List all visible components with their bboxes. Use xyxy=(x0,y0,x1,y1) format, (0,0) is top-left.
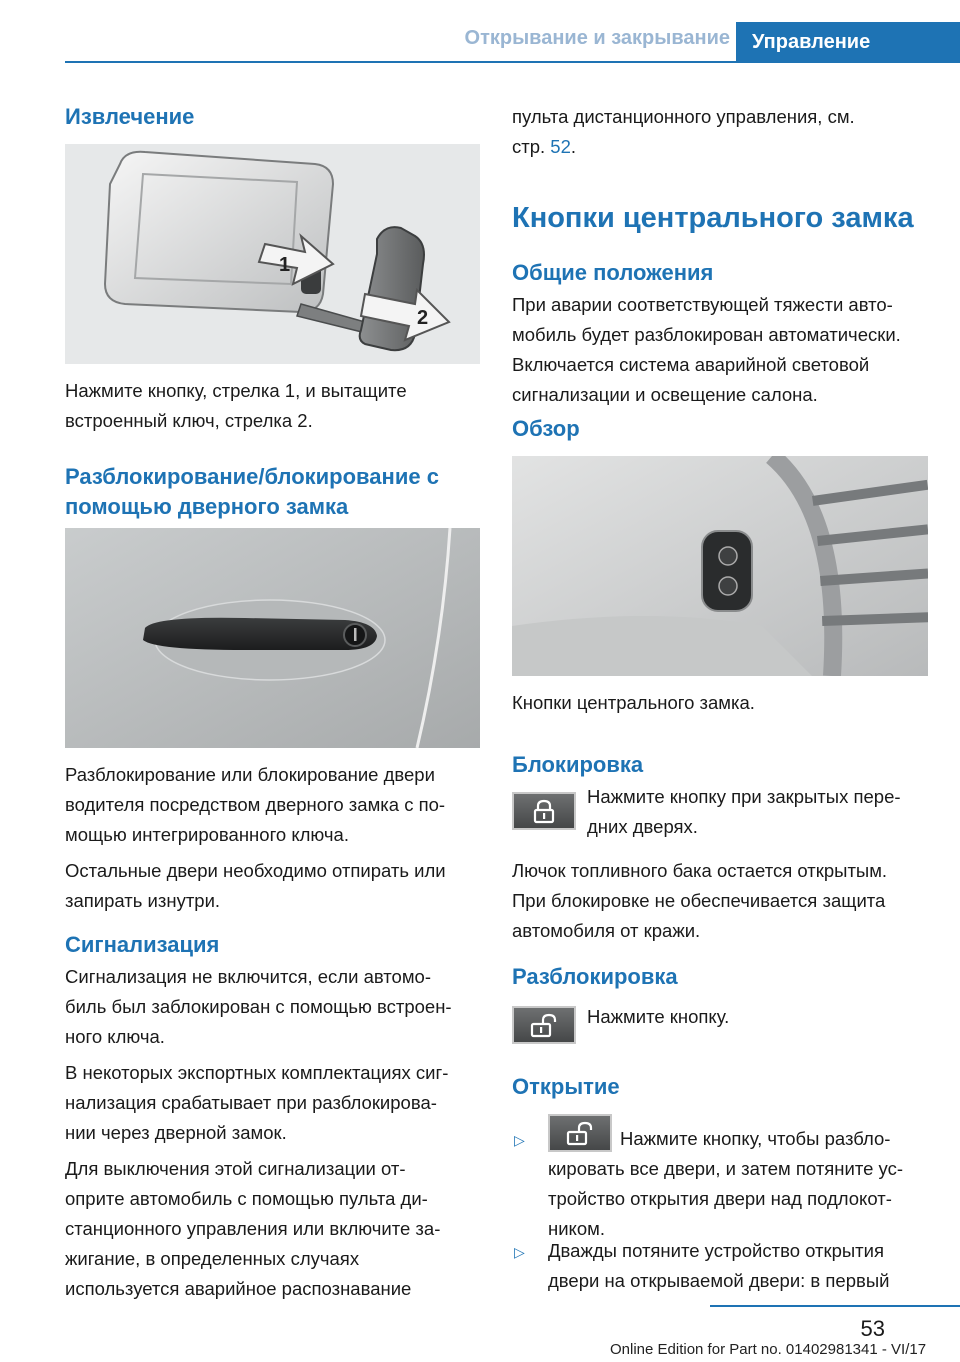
paragraph-general-line2: мобиль будет разблокирован автоматически. xyxy=(512,324,901,345)
paragraph-alarm2-line2: нализация срабатывает при разблокирова- xyxy=(65,1092,437,1113)
paragraph-alarm3-line2: оприте автомобиль с помощью пульта ди- xyxy=(65,1188,428,1209)
bullet-1-line1: Нажмите кнопку, чтобы разбло- xyxy=(620,1128,891,1149)
padlock-open-icon xyxy=(529,1012,559,1038)
page-number: 53 xyxy=(860,1316,885,1341)
heading-general: Общие положения xyxy=(512,260,714,285)
heading-locking: Блокировка xyxy=(512,752,644,777)
padlock-open-icon xyxy=(565,1120,595,1146)
heading-opening: Открытие xyxy=(512,1074,620,1099)
paragraph-theft-line2: автомобиля от кражи. xyxy=(512,920,701,941)
lock-button-icon xyxy=(719,547,737,565)
paragraph-alarm3-line3: станционного управления или включите за- xyxy=(65,1218,441,1239)
figure-central-lock-buttons xyxy=(512,456,928,676)
paragraph-alarm3-line5: используется аварийное распознавание xyxy=(65,1278,412,1299)
paragraph-unlock-line1: Разблокирование или блокирование двери xyxy=(65,764,435,785)
paragraph-other-doors-line1: Остальные двери необходимо отпирать или xyxy=(65,860,446,881)
heading-remove: Извлечение xyxy=(65,104,195,129)
bullet-1-line4: ником. xyxy=(548,1218,605,1239)
figure-key-removal xyxy=(65,144,480,364)
key-illustration xyxy=(65,144,480,364)
running-section-title: Открывание и закрывание xyxy=(464,27,730,49)
bullet-1-line2: кировать все двери, и затем потяните ус- xyxy=(548,1158,904,1179)
heading-door-lock-line2: помощью дверного замка xyxy=(65,494,349,519)
paragraph-alarm3-line4: жигание, в определенных случаях xyxy=(65,1248,360,1269)
footer-edition: Online Edition for Part no. 01402981341 - VI/17 xyxy=(610,1341,927,1358)
padlock-closed-icon xyxy=(530,798,558,824)
heading-unlocking: Разблокировка xyxy=(512,964,678,989)
arrow-1-label: 1 xyxy=(279,254,291,276)
figure-caption: Кнопки центрального замка. xyxy=(512,692,755,713)
bullet-2-line2: двери на открываемой двери: в первый xyxy=(548,1270,890,1291)
paragraph-fuel-flap: Лючок топливного бака остается открытым. xyxy=(512,860,888,881)
paragraph-alarm1-line2: биль был заблокирован с помощью встроен- xyxy=(65,996,452,1017)
paragraph-alarm1-line1: Сигнализация не включится, если автомо- xyxy=(65,966,431,987)
paragraph-unlocking: Нажмите кнопку. xyxy=(587,1006,730,1027)
page-reference-link[interactable]: 52 xyxy=(550,136,571,157)
bullet-1-line3: тройство открытия двери над подлокот- xyxy=(548,1188,892,1209)
paragraph-other-doors-line2: запирать изнутри. xyxy=(65,890,221,911)
dashboard-illustration xyxy=(512,456,928,676)
paragraph-alarm1-line3: ного ключа. xyxy=(65,1026,165,1047)
see-page-label: стр. xyxy=(512,136,551,157)
unlock-button-icon xyxy=(719,577,737,595)
paragraph-remove-line2: встроенный ключ, стрелка 2. xyxy=(65,410,313,431)
door-handle-illustration xyxy=(65,528,480,748)
footer-rule xyxy=(710,1305,960,1307)
arrow-2-label: 2 xyxy=(417,307,429,329)
paragraph-continued-line1: пульта дистанционного управления, см. xyxy=(512,106,855,127)
bullet-2-line1: Дважды потяните устройство открытия xyxy=(548,1240,884,1261)
paragraph-lock-line1: Нажмите кнопку при закрытых пере- xyxy=(587,786,901,807)
heading-door-lock-line1: Разблокирование/блокирование с xyxy=(65,464,439,489)
paragraph-unlock-line3: мощью интегрированного ключа. xyxy=(65,824,349,845)
bullet-2-icon: ▷ xyxy=(514,1244,525,1260)
lock-button-image xyxy=(512,792,576,830)
unlock-button-image-inline xyxy=(548,1114,612,1152)
paragraph-theft-line1: При блокировке не обеспечивается защита xyxy=(512,890,886,911)
paragraph-alarm2-line3: нии через дверной замок. xyxy=(65,1122,287,1143)
heading-alarm: Сигнализация xyxy=(65,932,220,957)
header-rule xyxy=(65,61,960,63)
heading-central-locking: Кнопки центрального замка xyxy=(512,202,914,234)
paragraph-remove-line1: Нажмите кнопку, стрелка 1, и вытащите xyxy=(65,380,407,401)
heading-overview: Обзор xyxy=(512,416,580,441)
unlock-button-image xyxy=(512,1006,576,1044)
paragraph-general-line4: сигнализации и освещение салона. xyxy=(512,384,818,405)
paragraph-alarm3-line1: Для выключения этой сигнализации от- xyxy=(65,1158,406,1179)
paragraph-alarm2-line1: В некоторых экспортных комплектациях сиг- xyxy=(65,1062,449,1083)
paragraph-continued-line2: стр. 52. xyxy=(512,136,577,157)
bullet-1-icon: ▷ xyxy=(514,1132,525,1148)
figure-door-handle xyxy=(65,528,480,748)
chapter-tab-label: Управление xyxy=(752,30,871,53)
paragraph-general-line1: При аварии соответствующей тяжести авто- xyxy=(512,294,893,315)
paragraph-unlock-line2: водителя посредством дверного замка с по- xyxy=(65,794,446,815)
paragraph-lock-line2: дних дверях. xyxy=(587,816,698,837)
paragraph-general-line3: Включается система аварийной световой xyxy=(512,354,870,375)
chapter-tab xyxy=(736,22,960,62)
